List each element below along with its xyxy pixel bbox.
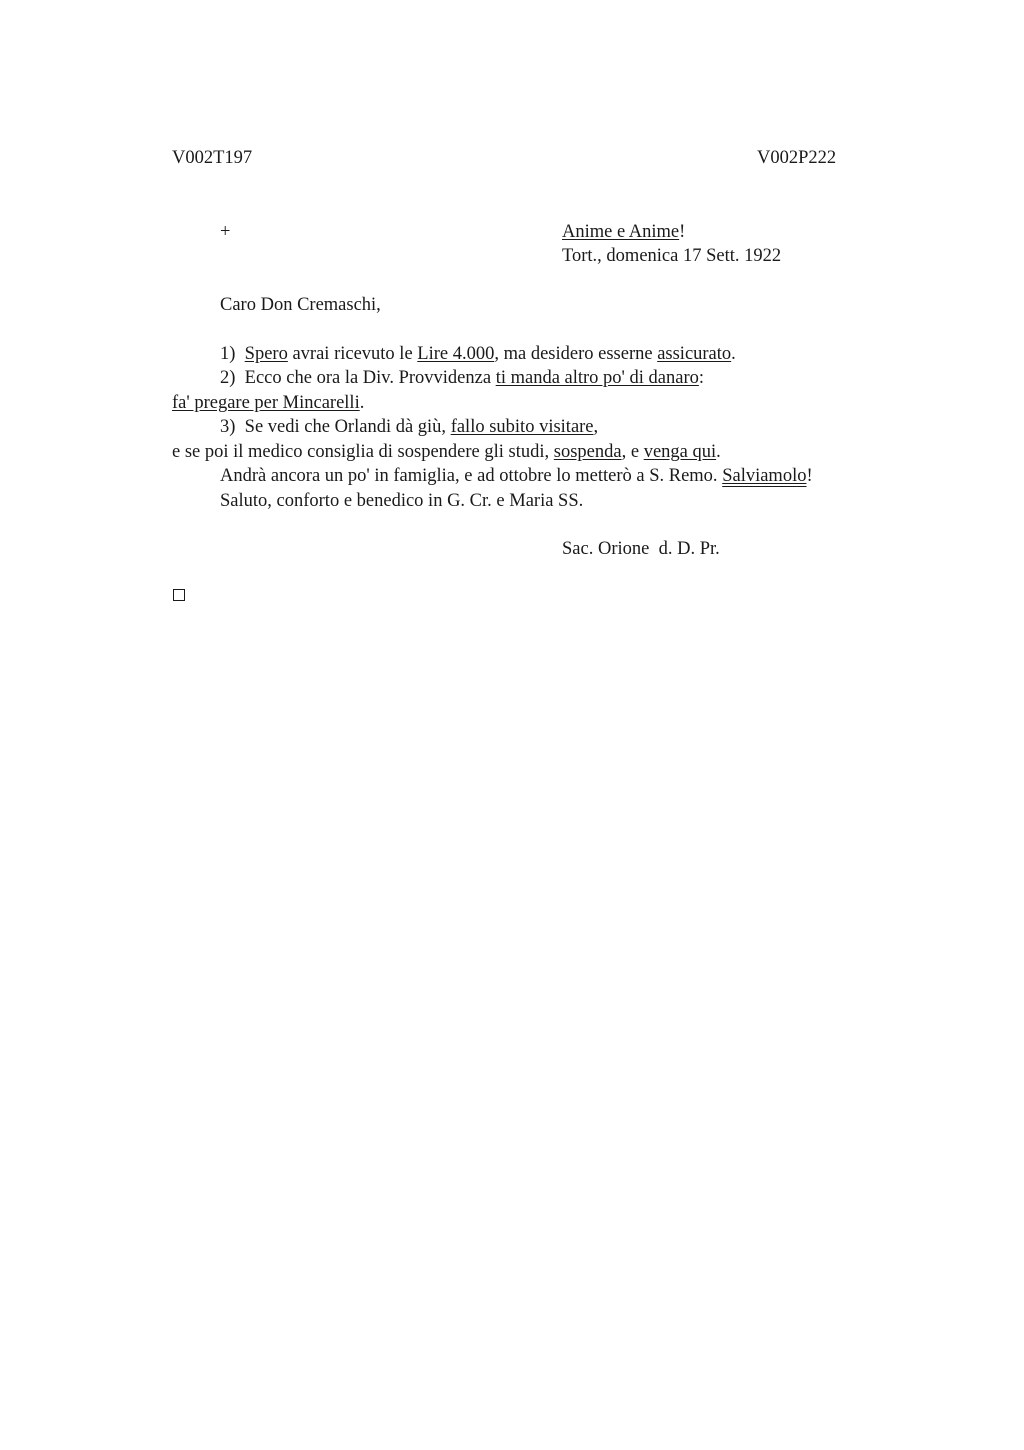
body-text: Ecco che ora la Div. Provvidenza — [244, 368, 496, 388]
item-number-2: 2) — [220, 368, 245, 388]
signature: Sac. Orione d. D. Pr. — [562, 539, 720, 559]
motto-suffix: ! — [679, 222, 686, 242]
body-line-7: Saluto, conforto e benedico in G. Cr. e Maria SS. — [220, 491, 584, 511]
body-text: Se vedi che Orlandi dà giù, — [244, 417, 451, 437]
underlined-text: fa' pregare per Mincarelli — [172, 393, 360, 413]
cross-symbol: + — [220, 222, 231, 242]
underlined-text: fallo subito visitare — [450, 417, 594, 437]
body-line-5 — [172, 440, 721, 464]
letter-motto — [562, 220, 685, 244]
underlined-text: ti manda altro po' di danaro — [495, 368, 699, 388]
body-text: , ma desidero esserne — [494, 344, 658, 364]
body-line-3 — [172, 391, 364, 415]
body-text: e se poi il medico consiglia di sospendere gli studi, — [172, 442, 554, 462]
item-number-3: 3) — [220, 417, 245, 437]
underlined-text: Spero — [244, 344, 288, 364]
underlined-text: venga qui — [643, 442, 717, 462]
motto-text: Anime e Anime — [562, 222, 680, 242]
document-code-right: V002P222 — [757, 148, 837, 168]
body-text: ! — [806, 466, 813, 486]
body-text: : — [698, 368, 705, 388]
body-text: , — [593, 417, 599, 437]
body-line-1 — [220, 342, 736, 366]
double-underlined-text: Salviamolo — [722, 466, 807, 486]
item-number-1: 1) — [220, 344, 245, 364]
underlined-text: Lire 4.000 — [417, 344, 495, 364]
body-text: . — [716, 442, 721, 462]
underlined-text: sospenda — [553, 442, 622, 462]
place-date: Tort., domenica 17 Sett. 1922 — [562, 246, 782, 266]
underlined-text: assicurato — [657, 344, 732, 364]
body-text: . — [359, 393, 365, 413]
document-code-left: V002T197 — [172, 148, 253, 168]
body-line-4 — [220, 415, 598, 439]
salutation: Caro Don Cremaschi, — [220, 295, 381, 315]
body-text: avrai ricevuto le — [287, 344, 418, 364]
body-text: . — [731, 344, 736, 364]
body-text: , e — [621, 442, 644, 462]
body-text: Andrà ancora un po' in famiglia, e ad ottobre lo metterò a S. Remo. — [220, 466, 723, 486]
empty-square-icon — [173, 589, 185, 601]
body-line-6 — [220, 464, 813, 488]
body-line-2 — [220, 366, 704, 390]
